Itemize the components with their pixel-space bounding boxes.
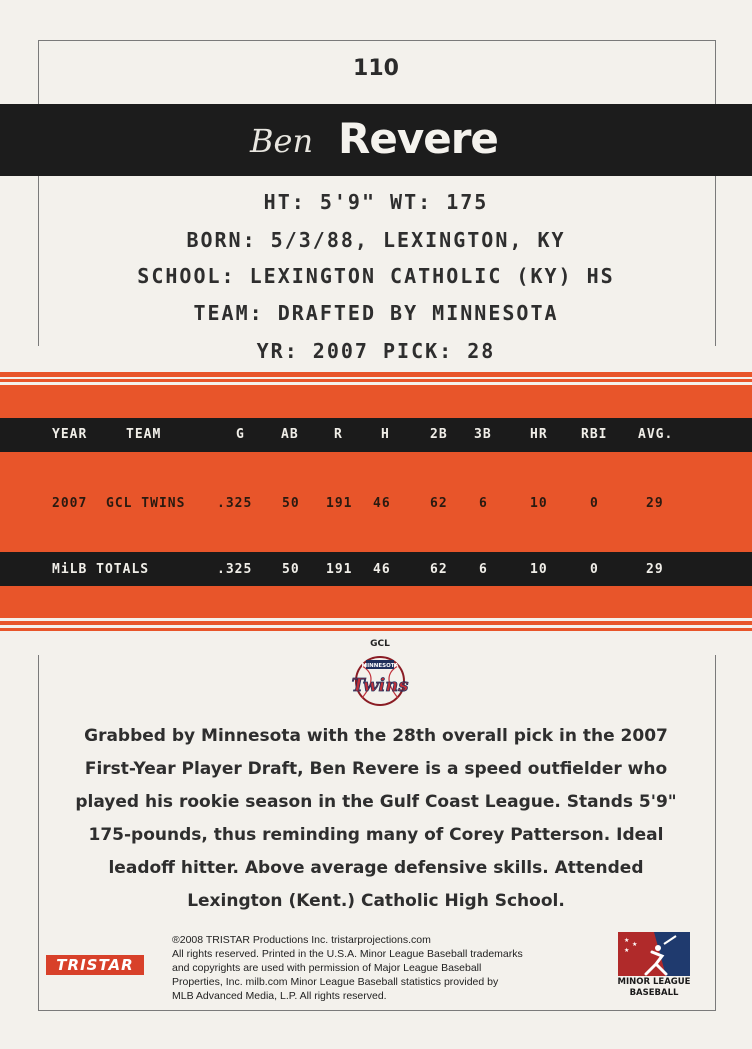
bio-paragraph: Grabbed by Minnesota with the 28th overall pick in the 2007 First-Year Player Draft, Ben Revere is a speed outfielder who played his rookie season in the Gulf Coast League. Stands 5'9" 175-pounds, thus reminding many of Corey Patterson. Ideal leadoff hitter. Above average defensive skills. Attended Lexington (Kent.) Catholic High School. [75, 726, 677, 911]
card-number: 110 [353, 56, 399, 81]
row-rbi: 0 [590, 496, 599, 511]
header-rbi: RBI [581, 427, 608, 442]
totals-rbi: 0 [590, 562, 599, 577]
row-h: 46 [373, 496, 391, 511]
player-first-name: Ben [250, 122, 314, 160]
legal-line: Properties, Inc. milb.com Minor League Baseball statistics provided by [172, 976, 499, 988]
bio-school: SCHOOL: LEXINGTON CATHOLIC (KY) HS [137, 264, 615, 288]
totals-h: 46 [373, 562, 391, 577]
header-hr: HR [530, 427, 548, 442]
header-h: H [381, 427, 390, 442]
legal-line: ®2008 TRISTAR Productions Inc. tristarprojections.com [172, 934, 431, 946]
legal-line: and copyrights are used with permission of Major League Baseball [172, 962, 482, 974]
totals-g: .325 [217, 562, 253, 577]
header-3b: 3B [474, 427, 492, 442]
row-g: .325 [217, 496, 253, 511]
totals-hr: 10 [530, 562, 548, 577]
totals-r: 191 [326, 562, 353, 577]
svg-text:★: ★ [632, 941, 638, 948]
row-hr: 10 [530, 496, 548, 511]
header-avg: AVG. [638, 427, 674, 442]
legal-line: MLB Advanced Media, L.P. All rights reserved. [172, 990, 387, 1002]
bio-born: BORN: 5/3/88, LEXINGTON, KY [186, 228, 566, 252]
milb-line-1: MINOR LEAGUE [617, 977, 691, 987]
totals-label: MiLB TOTALS [52, 562, 150, 577]
stripe-bottom-1 [0, 621, 752, 625]
logo-ring-text: MINNESOTA [361, 663, 399, 669]
stripe-top-1 [0, 372, 752, 377]
legal-text [172, 933, 602, 1003]
totals-3b: 6 [479, 562, 488, 577]
logo-top-text: GCL [370, 639, 390, 649]
bio-height-weight: HT: 5'9" WT: 175 [263, 190, 489, 214]
row-team: GCL TWINS [106, 496, 186, 511]
header-g: G [236, 427, 245, 442]
row-2b: 62 [430, 496, 448, 511]
milb-logo-text [606, 977, 702, 999]
stripe-top-2 [0, 379, 752, 382]
header-year: YEAR [52, 427, 88, 442]
row-3b: 6 [479, 496, 488, 511]
row-avg: 29 [646, 496, 664, 511]
stripe-bottom-2 [0, 628, 752, 631]
totals-2b: 62 [430, 562, 448, 577]
header-team: TEAM [126, 427, 162, 442]
logo-script-text: Twins [351, 675, 409, 696]
header-r: R [334, 427, 343, 442]
totals-ab: 50 [282, 562, 300, 577]
row-r: 191 [326, 496, 353, 511]
totals-avg: 29 [646, 562, 664, 577]
row-year: 2007 [52, 496, 88, 511]
header-ab: AB [281, 427, 299, 442]
bio-draft: YR: 2007 PICK: 28 [256, 339, 496, 363]
row-ab: 50 [282, 496, 300, 511]
gcl-twins-logo [340, 636, 420, 716]
tristar-logo: TRISTAR [46, 955, 144, 975]
header-2b: 2B [430, 427, 448, 442]
svg-text:★: ★ [624, 947, 630, 954]
legal-line: All rights reserved. Printed in the U.S.A. Minor League Baseball trademarks [172, 948, 523, 960]
milb-line-2: BASEBALL [629, 988, 679, 998]
svg-text:★: ★ [624, 937, 630, 944]
player-last-name: Revere [338, 114, 498, 163]
bio-team: TEAM: DRAFTED BY MINNESOTA [193, 301, 559, 325]
